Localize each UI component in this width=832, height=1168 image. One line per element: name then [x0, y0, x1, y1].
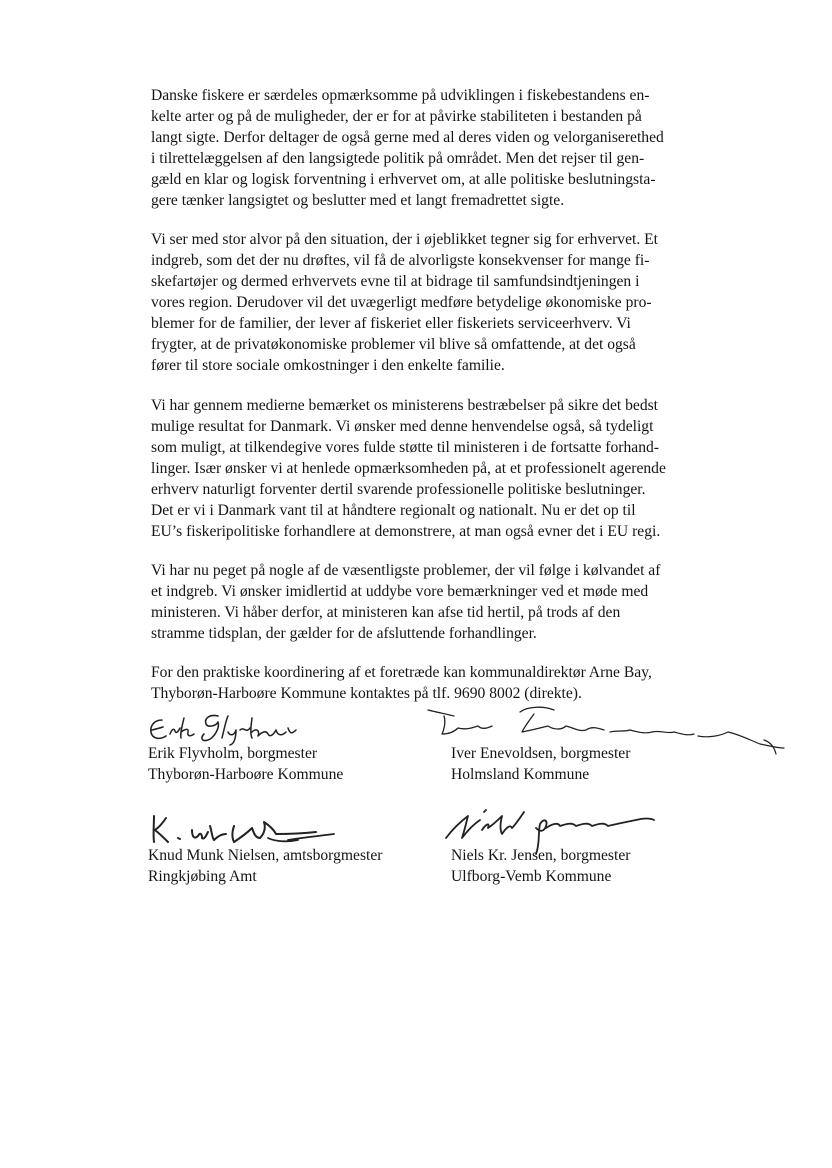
text-line: gere tænker langsigtet og beslutter med et langt fremadrettet sigte. — [151, 192, 565, 209]
text-line: frygter, at de privatøkonomiske problemer vil blive så omfattende, at det også — [151, 336, 636, 353]
signatory-name: Erik Flyvholm, borgmester — [148, 745, 318, 762]
signature-knud-munk-nielsen — [148, 812, 348, 848]
text-line: linger. Især ønsker vi at henlede opmærksomheden på, at et professionelt agerende — [151, 460, 666, 477]
text-line: EU’s fiskeripolitiske forhandlere at demonstrere, at man også evner det i EU regi. — [151, 523, 661, 540]
text-line: Det er vi i Danmark vant til at håndtere regionalt og nationalt. Nu er det op til — [151, 502, 636, 519]
signatory-name: Iver Enevoldsen, borgmester — [451, 745, 631, 762]
text-line: indgreb, som det der nu drøftes, vil få de alvorligste konsekvenser for mange fi- — [151, 252, 650, 269]
text-line: stramme tidsplan, der gælder for de afsluttende forhandlinger. — [151, 625, 537, 642]
text-line: langt sigte. Derfor deltager de også gerne med al deres viden og velorganiserethed — [151, 129, 664, 146]
text-line: i tilrettelæggelsen af den langsigtede politik på området. Men det rejser til gen- — [151, 150, 645, 167]
signatory-organization: Holmsland Kommune — [451, 766, 590, 783]
text-line: blemer for de familier, der lever af fiskeriet eller fiskeriets serviceerhverv. Vi — [151, 315, 631, 332]
text-line: fører til store sociale omkostninger i den enkelte familie. — [151, 357, 505, 374]
text-line: ministeren. Vi håber derfor, at ministeren kan afse tid hertil, på trods af den — [151, 604, 621, 621]
text-line: kelte arter og på de muligheder, der er for at påvirke stabiliteten i bestanden på — [151, 108, 642, 125]
signatory-organization: Thyborøn-Harboøre Kommune — [148, 766, 344, 783]
text-line: For den praktiske koordinering af et foretræde kan kommunaldirektør Arne Bay, — [151, 664, 652, 681]
text-line: Danske fiskere er særdeles opmærksomme på udviklingen i fiskebestandens en- — [151, 87, 650, 104]
text-line: Vi har gennem medierne bemærket os ministerens bestræbelser på sikre det bedst — [151, 397, 659, 414]
text-line: Vi ser med stor alvor på den situation, der i øjeblikket tegner sig for erhvervet. Et — [151, 231, 659, 248]
text-line: mulige resultat for Danmark. Vi ønsker med denne henvendelse også, så tydeligt — [151, 418, 654, 435]
text-line: som muligt, at tilkendegive vores fulde støtte til ministeren i de fortsatte forhand- — [151, 439, 659, 456]
text-line: erhverv naturligt forventer dertil svarende professionelle politiske beslutninger. — [151, 481, 646, 498]
text-line: Thyborøn-Harboøre Kommune kontaktes på tlf. 9690 8002 (direkte). — [151, 685, 582, 702]
signatory-name: Knud Munk Nielsen, amtsborgmester — [148, 847, 383, 864]
text-line: Vi har nu peget på nogle af de væsentligste problemer, der vil følge i kølvandet af — [151, 562, 661, 579]
signatory-name: Niels Kr. Jensen, borgmester — [451, 847, 631, 864]
signatory-organization: Ringkjøbing Amt — [148, 868, 257, 885]
text-line: vores region. Derudover vil det uvægerligt medføre betydelige økonomiske pro- — [151, 294, 652, 311]
signatory-organization: Ulfborg-Vemb Kommune — [451, 868, 612, 885]
text-line: et indgreb. Vi ønsker imidlertid at uddybe vore bemærkninger ved et møde med — [151, 583, 649, 600]
text-line: gæld en klar og logisk forventning i erhvervet om, at alle politiske beslutningsta- — [151, 171, 656, 188]
signature-erik-flyvholm — [148, 712, 308, 746]
text-line: skefartøjer og dermed erhvervets evne til at bidrage til samfundsindtjeningen i — [151, 273, 640, 290]
